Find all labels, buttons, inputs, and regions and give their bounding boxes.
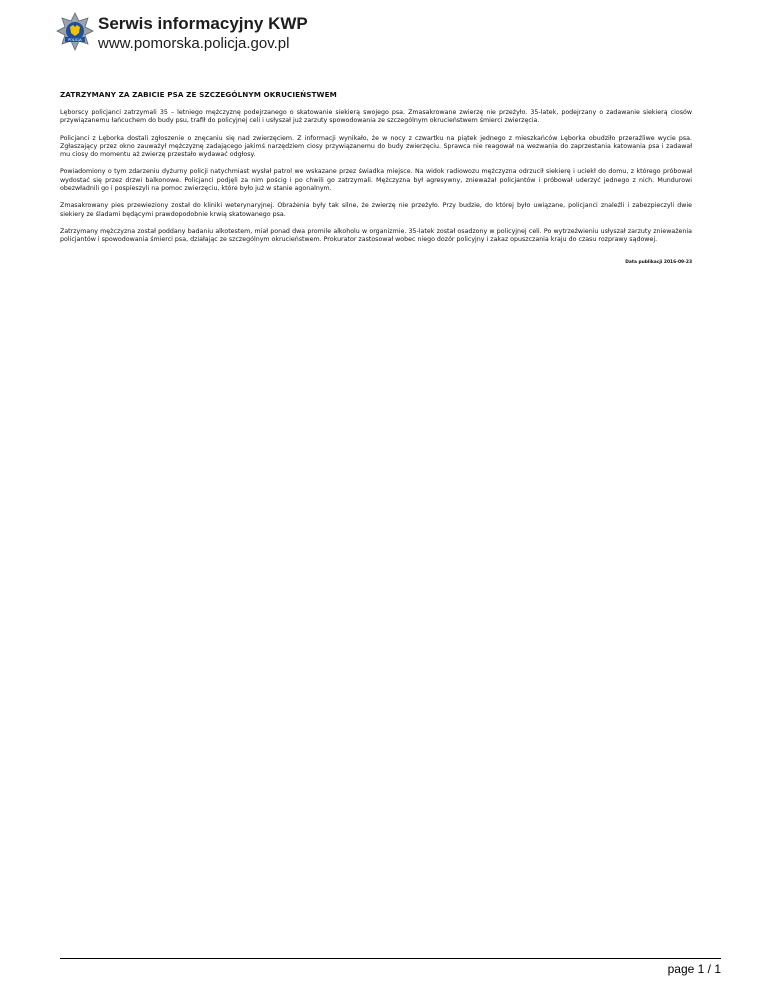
site-url: www.pomorska.policja.gov.pl — [98, 35, 290, 52]
article-paragraph: Powiadomiony o tym zdarzeniu dyżurny policji natychmiast wysłał patrol we wskazane przez świadka miejsce. Na widok radiowozu mężczyzna odrzucił siekierę i uciekł do domu, z którego próbował wydostać się przez drzwi balkonowe. Policjanci podjęli za nim pościg i po chwili go zatrzymali. Mężczyzna był agresywny, znieważał policjantów i próbował uderzyć jednego z nich. Mundurowi obezwładnili go i pospieszyli na pomoc zwierzęciu, które było już w stanie agonalnym. — [60, 168, 692, 193]
site-header — [56, 10, 456, 66]
footer-divider — [60, 958, 721, 959]
police-star-logo — [56, 12, 94, 56]
site-title: Serwis informacyjny KWP — [98, 14, 308, 33]
page-number: page 1 / 1 — [667, 962, 721, 976]
article-paragraph: Policjanci z Lęborka dostali zgłoszenie o znęcaniu się nad zwierzęciem. Z informacji wynikało, że w nocy z czwartku na piątek jednego z mieszkańców Lęborka obudziło przeraźliwe wycie psa. Zgłaszający przez okno zauważył mężczyznę zadającego jakimś narzędziem ciosy przywiązanemu do budy zwierzęciu. Sprawca nie reagował na wezwania do zaprzestania katowania psa i zadawał mu ciosy do momentu aż zwierzę przestało wydawać odgłosy. — [60, 134, 692, 159]
badge-label: POLICJA — [68, 38, 82, 42]
article — [60, 90, 692, 265]
publication-date: Data publikacji 2016-09-23 — [625, 260, 692, 265]
article-headline: ZATRZYMANY ZA ZABICIE PSA ZE SZCZEGÓLNYM OKRUCIEŃSTWEM — [60, 90, 337, 99]
article-paragraph: Zatrzymany mężczyzna został poddany badaniu alkotestem, miał ponad dwa promile alkoholu w organizmie. 35-latek został osadzony w policyjnej celi. Po wytrzeźwieniu usłyszał zarzuty znieważenia policjantów i spowodowania śmierci psa, działając ze szczególnym okrucieństwem. Prokurator zastosował wobec niego dozór policyjny i zakaz opuszczania kraju do czasu rozprawy sądowej. — [60, 227, 692, 244]
article-paragraph: Zmasakrowany pies przewieziony został do kliniki weterynaryjnej. Obrażenia były tak silne, że zwierzę nie przeżyło. Przy budzie, do której było uwiązane, policjanci znaleźli i zabezpieczyli dwie siekiery ze śladami będącymi prawdopodobnie krwią skatowanego psa. — [60, 202, 692, 218]
article-paragraph: Lęborscy policjanci zatrzymali 35 – letniego mężczyznę podejrzanego o skatowanie siekierą swojego psa. Zmasakrowane zwierzę nie przeżyło. 35-latek, podejrzany o zadawanie siekierą ciosów przywiązanemu łańcuchem do budy psu, trafił do policyjnej celi i usłyszał już zarzuty spowodowania ze szczególnym okrucieństwem śmierci zwierzęcia. — [60, 109, 692, 125]
